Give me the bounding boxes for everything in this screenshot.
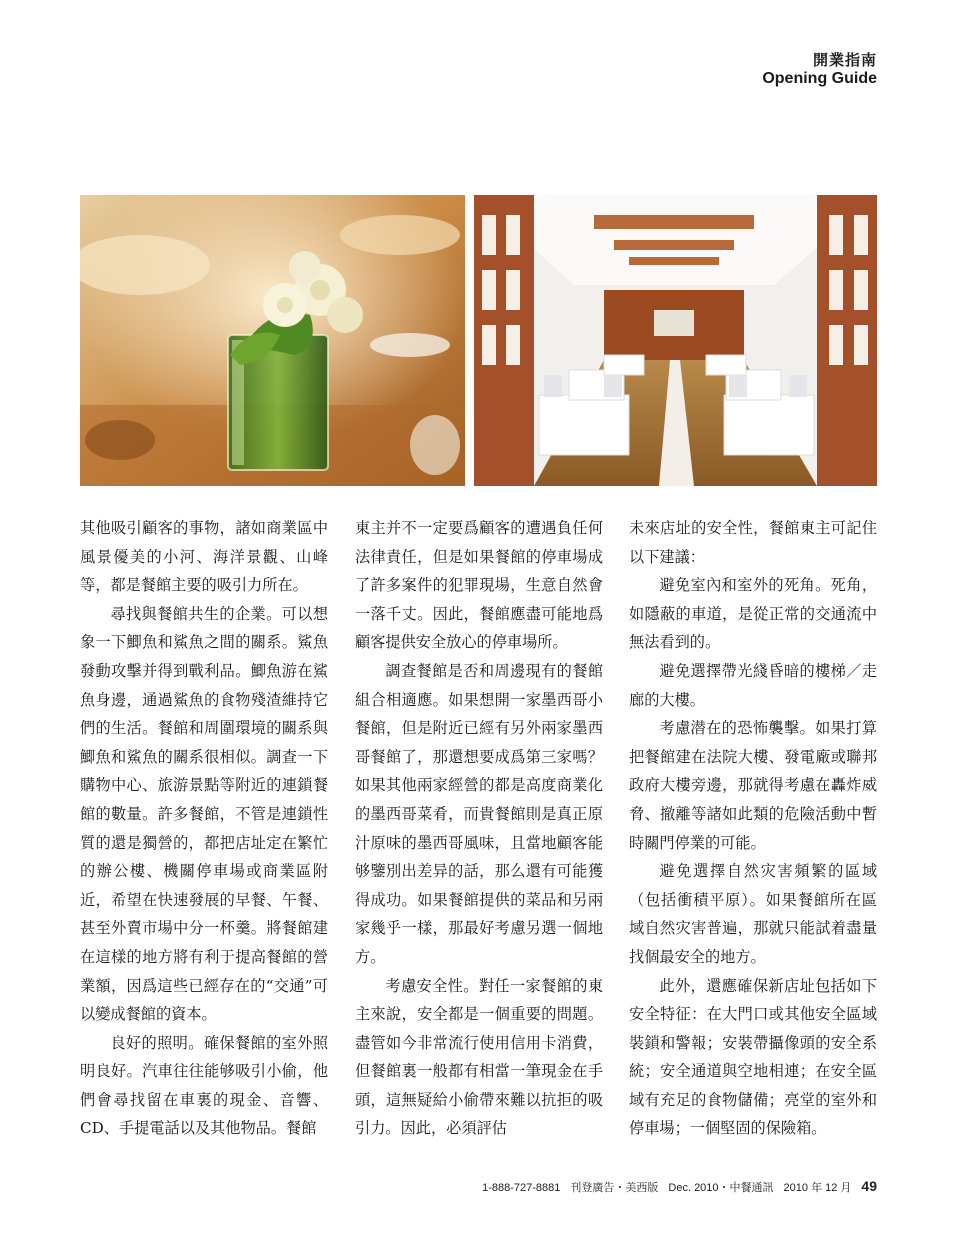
paragraph: 考慮安全性。對任一家餐館的東主來說，安全都是一個重要的問題。盡管如今非常流行使用信用卡消費，但餐館裏一般都有相當一筆現金在手頭，這無疑給小偷帶來難以抗拒的吸引力。因此，必須評估 [355, 976, 603, 1138]
paragraph: 未來店址的安全性，餐館東主可記住以下建議： [629, 519, 877, 566]
footer-phone: 1-888-727-8881 [482, 1182, 561, 1194]
section-title-cn: 開業指南 [812, 51, 877, 69]
paragraph: 避免選擇帶光綫昏暗的樓梯／走廊的大樓。 [629, 661, 877, 709]
page-number: 49 [861, 1178, 877, 1194]
text-column-1 [80, 514, 328, 1143]
section-header [762, 50, 877, 88]
footer-issue: Dec. 2010・中餐通訊 [668, 1182, 774, 1194]
paragraph: 避免室內和室外的死角。死角，如隱蔽的車道，是從正常的交通流中無法看到的。 [629, 576, 877, 652]
paragraph: 避免選擇自然灾害頻繁的區域（包括衝積平原）。如果餐館所在區域自然灾害普遍，那就只能試着盡量找個最安全的地方。 [629, 862, 877, 966]
photo-banquet-hall [474, 195, 877, 486]
photo-flower-vase [80, 195, 465, 486]
text-column-2 [355, 514, 603, 1143]
paragraph: 尋找與餐館共生的企業。可以想象一下鯽魚和鯊魚之間的關系。鯊魚發動攻擊并得到戰利品。鯽魚游在鯊魚身邊，通過鯊魚的食物殘渣維持它們的生活。餐館和周圍環境的關系與鯽魚和鯊魚的關系很相似。調查一下購物中心、旅游景點等附近的連鎖餐館的數量。許多餐館，不管是連鎖性質的還是獨營的，都把店址定在繁忙的辦公樓、機關停車場或商業區附近，希望在快速發展的早餐、午餐、甚至外賣市場中分一杯羹。將餐館建在這樣的地方將有利于提高餐館的營業額，因爲這些已經存在的“交通”可以變成餐館的資本。 [80, 604, 328, 1024]
paragraph: 良好的照明。確保餐館的室外照明良好。汽車往往能够吸引小偷，他們會尋找留在車裏的現金、音響、CD、手提電話以及其他物品。餐館 [80, 1033, 328, 1138]
section-title-en: Opening Guide [762, 70, 877, 87]
paragraph: 此外，還應確保新店址包括如下安全特征：在大門口或其他安全區域裝鎖和警報；安裝帶攝像頭的安全系統；安全通道與空地相連；在安全區域有充足的食物儲備；亮堂的室外和停車場；一個堅固的保險箱。 [629, 976, 877, 1138]
paragraph: 調查餐館是否和周邊現有的餐館組合相適應。如果想開一家墨西哥小餐館，但是附近已經有另外兩家墨西哥餐館了，那還想要成爲第三家嗎？如果其他兩家經營的都是高度商業化的墨西哥菜肴，而貴餐館則是真正原汁原味的墨西哥風味，且當地顧客能够鑒別出差异的話，那么還有可能獲得成功。如果餐館提供的菜品和另兩家幾乎一樣，那最好考慮另選一個地方。 [355, 661, 603, 966]
text-column-3 [629, 514, 877, 1143]
paragraph: 考慮潜在的恐怖襲擊。如果打算把餐館建在法院大樓、發電廠或聯邦政府大樓旁邊，那就得考慮在轟炸威脅、撤離等諸如此類的危險活動中暫時關門停業的可能。 [629, 719, 877, 852]
page-footer [482, 1178, 877, 1195]
footer-publication: 刊登廣告・美西版 [570, 1182, 659, 1194]
paragraph: 東主并不一定要爲顧客的遭遇負任何法律責任，但是如果餐館的停車場成了許多案件的犯罪現場，生意自然會一落千丈。因此，餐館應盡可能地爲顧客提供安全放心的停車場所。 [355, 519, 603, 652]
footer-date: 2010 年 12 月 [783, 1182, 852, 1194]
paragraph: 其他吸引顧客的事物，諸如商業區中風景優美的小河、海洋景觀、山峰等，都是餐館主要的吸引力所在。 [80, 519, 328, 595]
